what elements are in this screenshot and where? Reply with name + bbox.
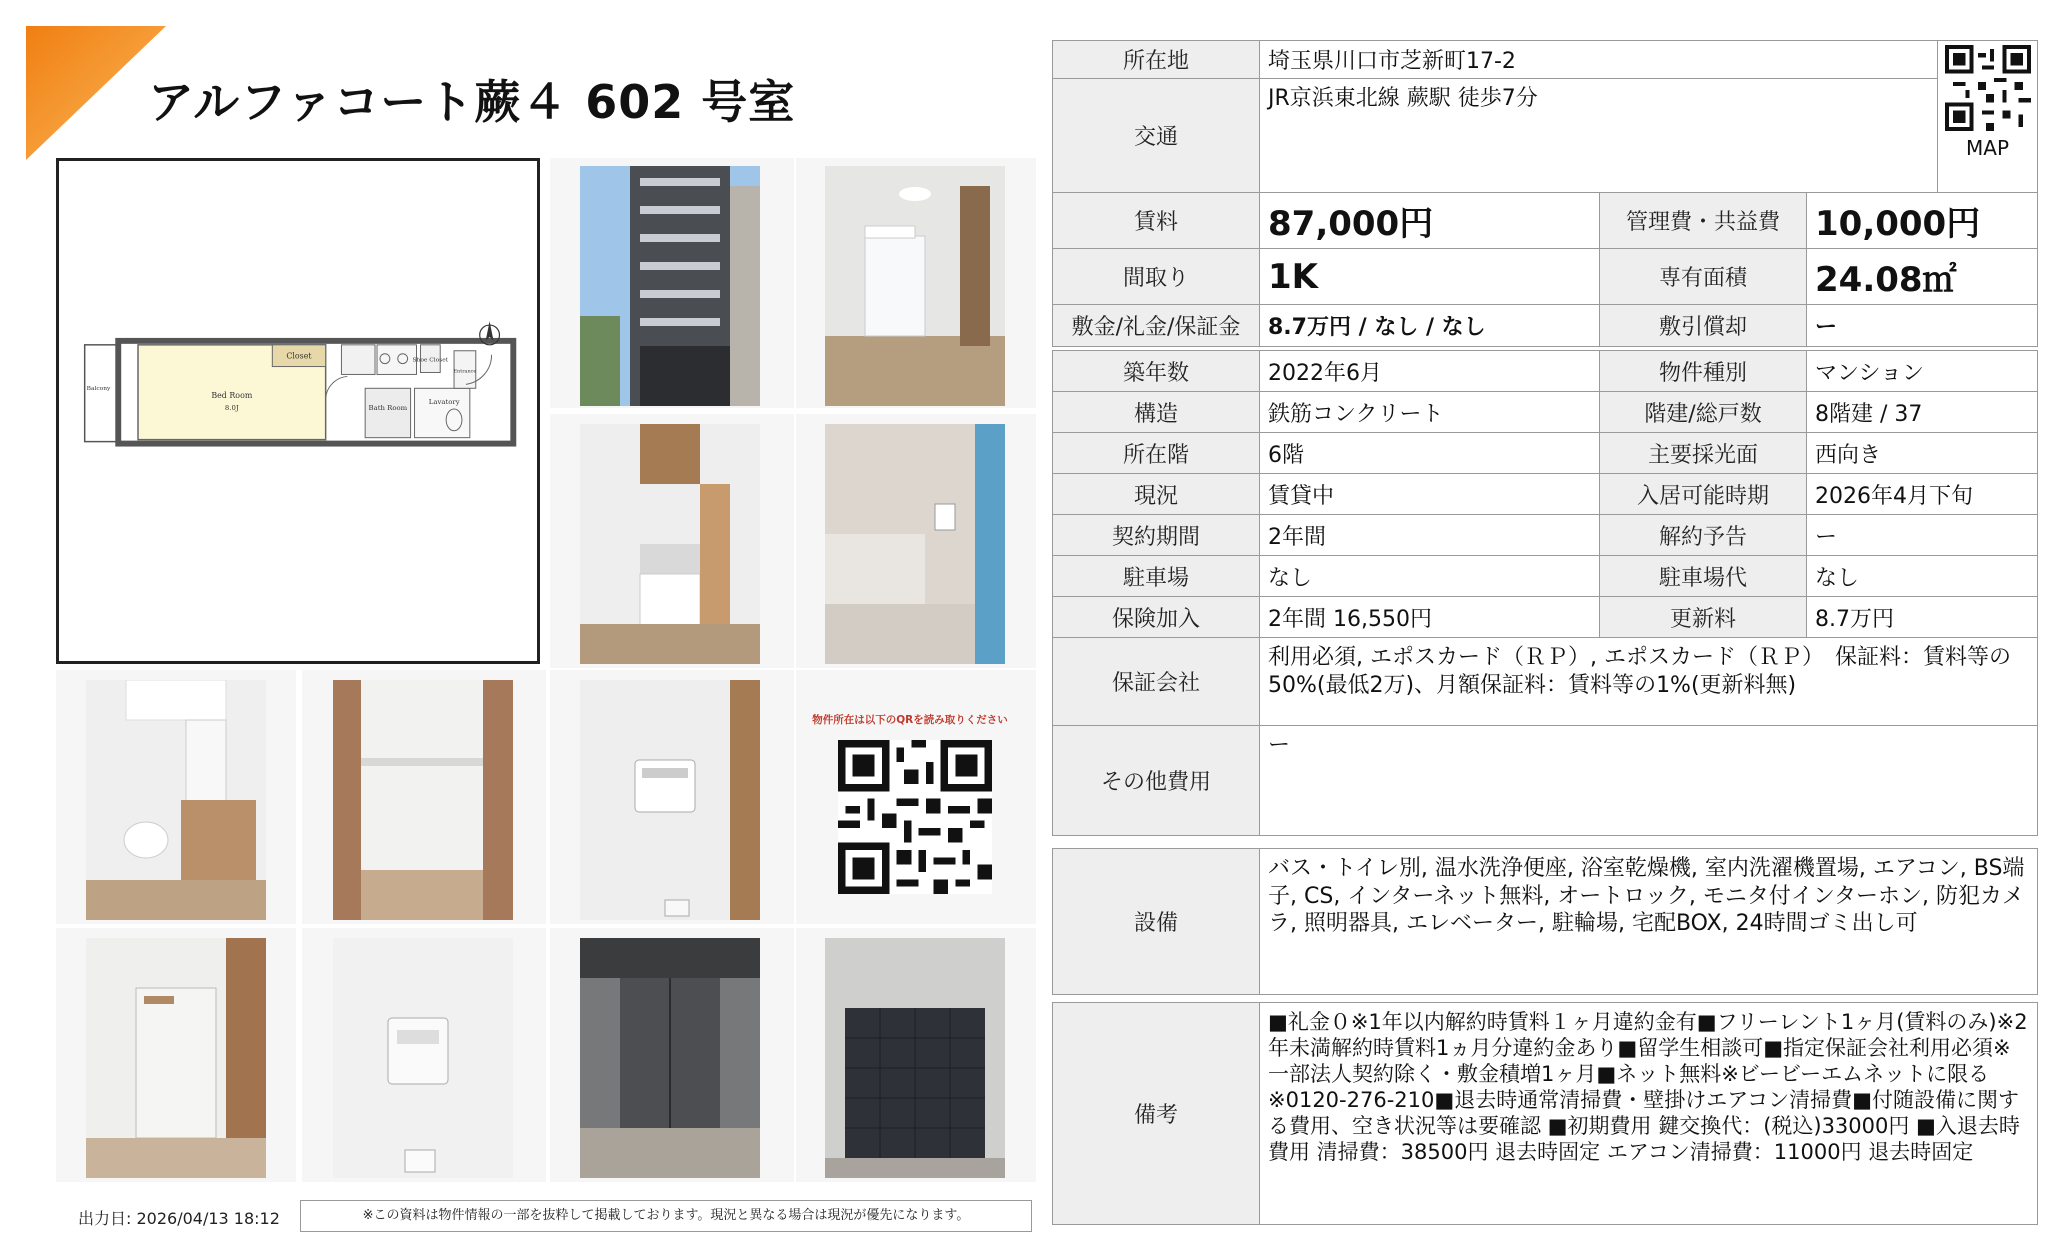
detail-value: 8階建 / 37 (1807, 392, 2038, 433)
remarks-value: ■礼金０※1年以内解約時賃料１ヶ月違約金有■フリーレント1ヶ月(賃料のみ)※2年未満解約時賃料1ヵ月分違約金あり■留学生相談可■指定保証会社利用必須※一部法人契約除く・敷金積増1ヶ月■ネット無料※ビービーエムネットに限る※0120-276-210■退去時通常清掃費・壁掛けエアコン清掃費■付随設備に関する費用、空き状況等は要確認 ■初期費用 鍵交換代：(税込)33000円 ■入退去時費用 清掃費：38500円 退去時固定 エアコン清掃費：11000円 退去時固定 (1260, 1003, 2038, 1225)
rent-value: 87,000円 (1260, 193, 1600, 249)
bath-label: Bath Room (368, 404, 408, 413)
main-info-table (1052, 40, 2038, 347)
building-exterior-photo (580, 166, 760, 406)
mgmt-fee-value: 10,000円 (1807, 193, 2038, 249)
amortization-label: 敷引償却 (1600, 305, 1807, 347)
detail-label: 契約期間 (1053, 515, 1260, 556)
entrance-label: Entrance (453, 368, 477, 375)
detail-row (1053, 392, 2038, 433)
access-value: JR京浜東北線 蕨駅 徒歩7分 (1260, 79, 1938, 193)
toilet-washroom-photo (86, 680, 266, 920)
detail-row (1053, 597, 2038, 638)
address-qr-icon[interactable] (1945, 45, 2031, 131)
layout-value: 1K (1260, 249, 1600, 305)
entrance-door-photo (86, 938, 266, 1178)
lavatory-label: Lavatory (428, 398, 460, 407)
detail-label: 物件種別 (1600, 351, 1807, 392)
detail-value: マンション (1807, 351, 2038, 392)
other-fees-label: その他費用 (1053, 726, 1260, 836)
detail-row (1053, 515, 2038, 556)
map-qr-cell[interactable] (1938, 41, 2038, 193)
detail-value: 2年間 16,550円 (1260, 597, 1600, 638)
floor-plan (56, 158, 540, 664)
detail-value: なし (1807, 556, 2038, 597)
corner-accent (26, 26, 166, 160)
detail-label: 階建/総戸数 (1600, 392, 1807, 433)
detail-value: 6階 (1260, 433, 1600, 474)
intercom-photo (333, 938, 513, 1178)
address-value: 埼玉県川口市芝新町17-2 (1260, 41, 1938, 79)
detail-label: 築年数 (1053, 351, 1260, 392)
kitchen-photo (580, 424, 760, 664)
elevator-photo (580, 938, 760, 1178)
detail-label: 保険加入 (1053, 597, 1260, 638)
issued-date: 出力日: 2026/04/13 18:12 (78, 1209, 280, 1228)
shoe-closet-label: Shoe Closet (412, 357, 449, 364)
deposit-value: 8.7万円 / なし / なし (1260, 305, 1600, 347)
detail-value: 鉄筋コンクリート (1260, 392, 1600, 433)
detail-label: 主要採光面 (1600, 433, 1807, 474)
floor-plan-drawing (59, 161, 537, 661)
remarks-label: 備考 (1053, 1003, 1260, 1225)
detail-label: 現況 (1053, 474, 1260, 515)
guarantor-label: 保証会社 (1053, 638, 1260, 726)
remarks-table (1052, 1002, 2038, 1225)
bath-control-panel-photo (580, 680, 760, 920)
detail-value: 2026年4月下旬 (1807, 474, 2038, 515)
map-qr-code[interactable] (838, 740, 992, 894)
balcony-label: Balcony (86, 386, 111, 393)
area-value: 24.08㎡ (1807, 249, 2038, 305)
amortization-value: ー (1807, 305, 2038, 347)
detail-value: 西向き (1807, 433, 2038, 474)
detail-value: 賃貸中 (1260, 474, 1600, 515)
closet-label: Closet (286, 351, 312, 361)
detail-label: 駐車場 (1053, 556, 1260, 597)
area-label: 専有面積 (1600, 249, 1807, 305)
detail-table (1052, 350, 2038, 836)
mgmt-fee-label: 管理費・共益費 (1600, 193, 1807, 249)
other-fees-value: ー (1260, 726, 2038, 836)
closet-photo (333, 680, 513, 920)
detail-label: 入居可能時期 (1600, 474, 1807, 515)
detail-label: 解約予告 (1600, 515, 1807, 556)
facilities-table (1052, 848, 2038, 995)
detail-row (1053, 351, 2038, 392)
detail-value: なし (1260, 556, 1600, 597)
delivery-box-photo (825, 938, 1005, 1178)
detail-value: 8.7万円 (1807, 597, 2038, 638)
guarantor-value: 利用必須, エポスカード（ＲＰ）, エポスカード（ＲＰ） 保証料：賃料等の50%(最低2万)、月額保証料：賃料等の1%(更新料無) (1260, 638, 2038, 726)
map-qr-notice: 物件所在は以下のQRを読み取りください (812, 714, 1008, 726)
detail-label: 所在階 (1053, 433, 1260, 474)
detail-value: ー (1807, 515, 2038, 556)
property-title: アルファコート蕨４ 602 号室 (148, 75, 796, 129)
disclaimer-notice: ※この資料は物件情報の一部を抜粋して掲載しております。現況と異なる場合は現況が優先になります。 (300, 1200, 1032, 1232)
detail-value: 2年間 (1260, 515, 1600, 556)
rent-label: 賃料 (1053, 193, 1260, 249)
facilities-label: 設備 (1053, 849, 1260, 995)
bathroom-photo (825, 424, 1005, 664)
facilities-value: バス・トイレ別, 温水洗浄便座, 浴室乾燥機, 室内洗濯機置場, エアコン, BS端子, CS, インターネット無料, オートロック, モニタ付インターホン, 防犯カメラ, 照明器具, エレベーター, 駐輪場, 宅配BOX, 24時間ゴミ出し可 (1260, 849, 2038, 995)
map-label: MAP (1966, 136, 2009, 160)
detail-row (1053, 556, 2038, 597)
detail-label: 駐車場代 (1600, 556, 1807, 597)
living-room-photo (825, 166, 1005, 406)
detail-label: 構造 (1053, 392, 1260, 433)
detail-label: 更新料 (1600, 597, 1807, 638)
bedroom-size-label: 8.0J (224, 404, 239, 413)
deposit-label: 敷金/礼金/保証金 (1053, 305, 1260, 347)
address-label: 所在地 (1053, 41, 1260, 79)
layout-label: 間取り (1053, 249, 1260, 305)
detail-row (1053, 433, 2038, 474)
access-label: 交通 (1053, 79, 1260, 193)
bedroom-label: Bed Room (211, 391, 253, 401)
detail-row (1053, 474, 2038, 515)
detail-value: 2022年6月 (1260, 351, 1600, 392)
